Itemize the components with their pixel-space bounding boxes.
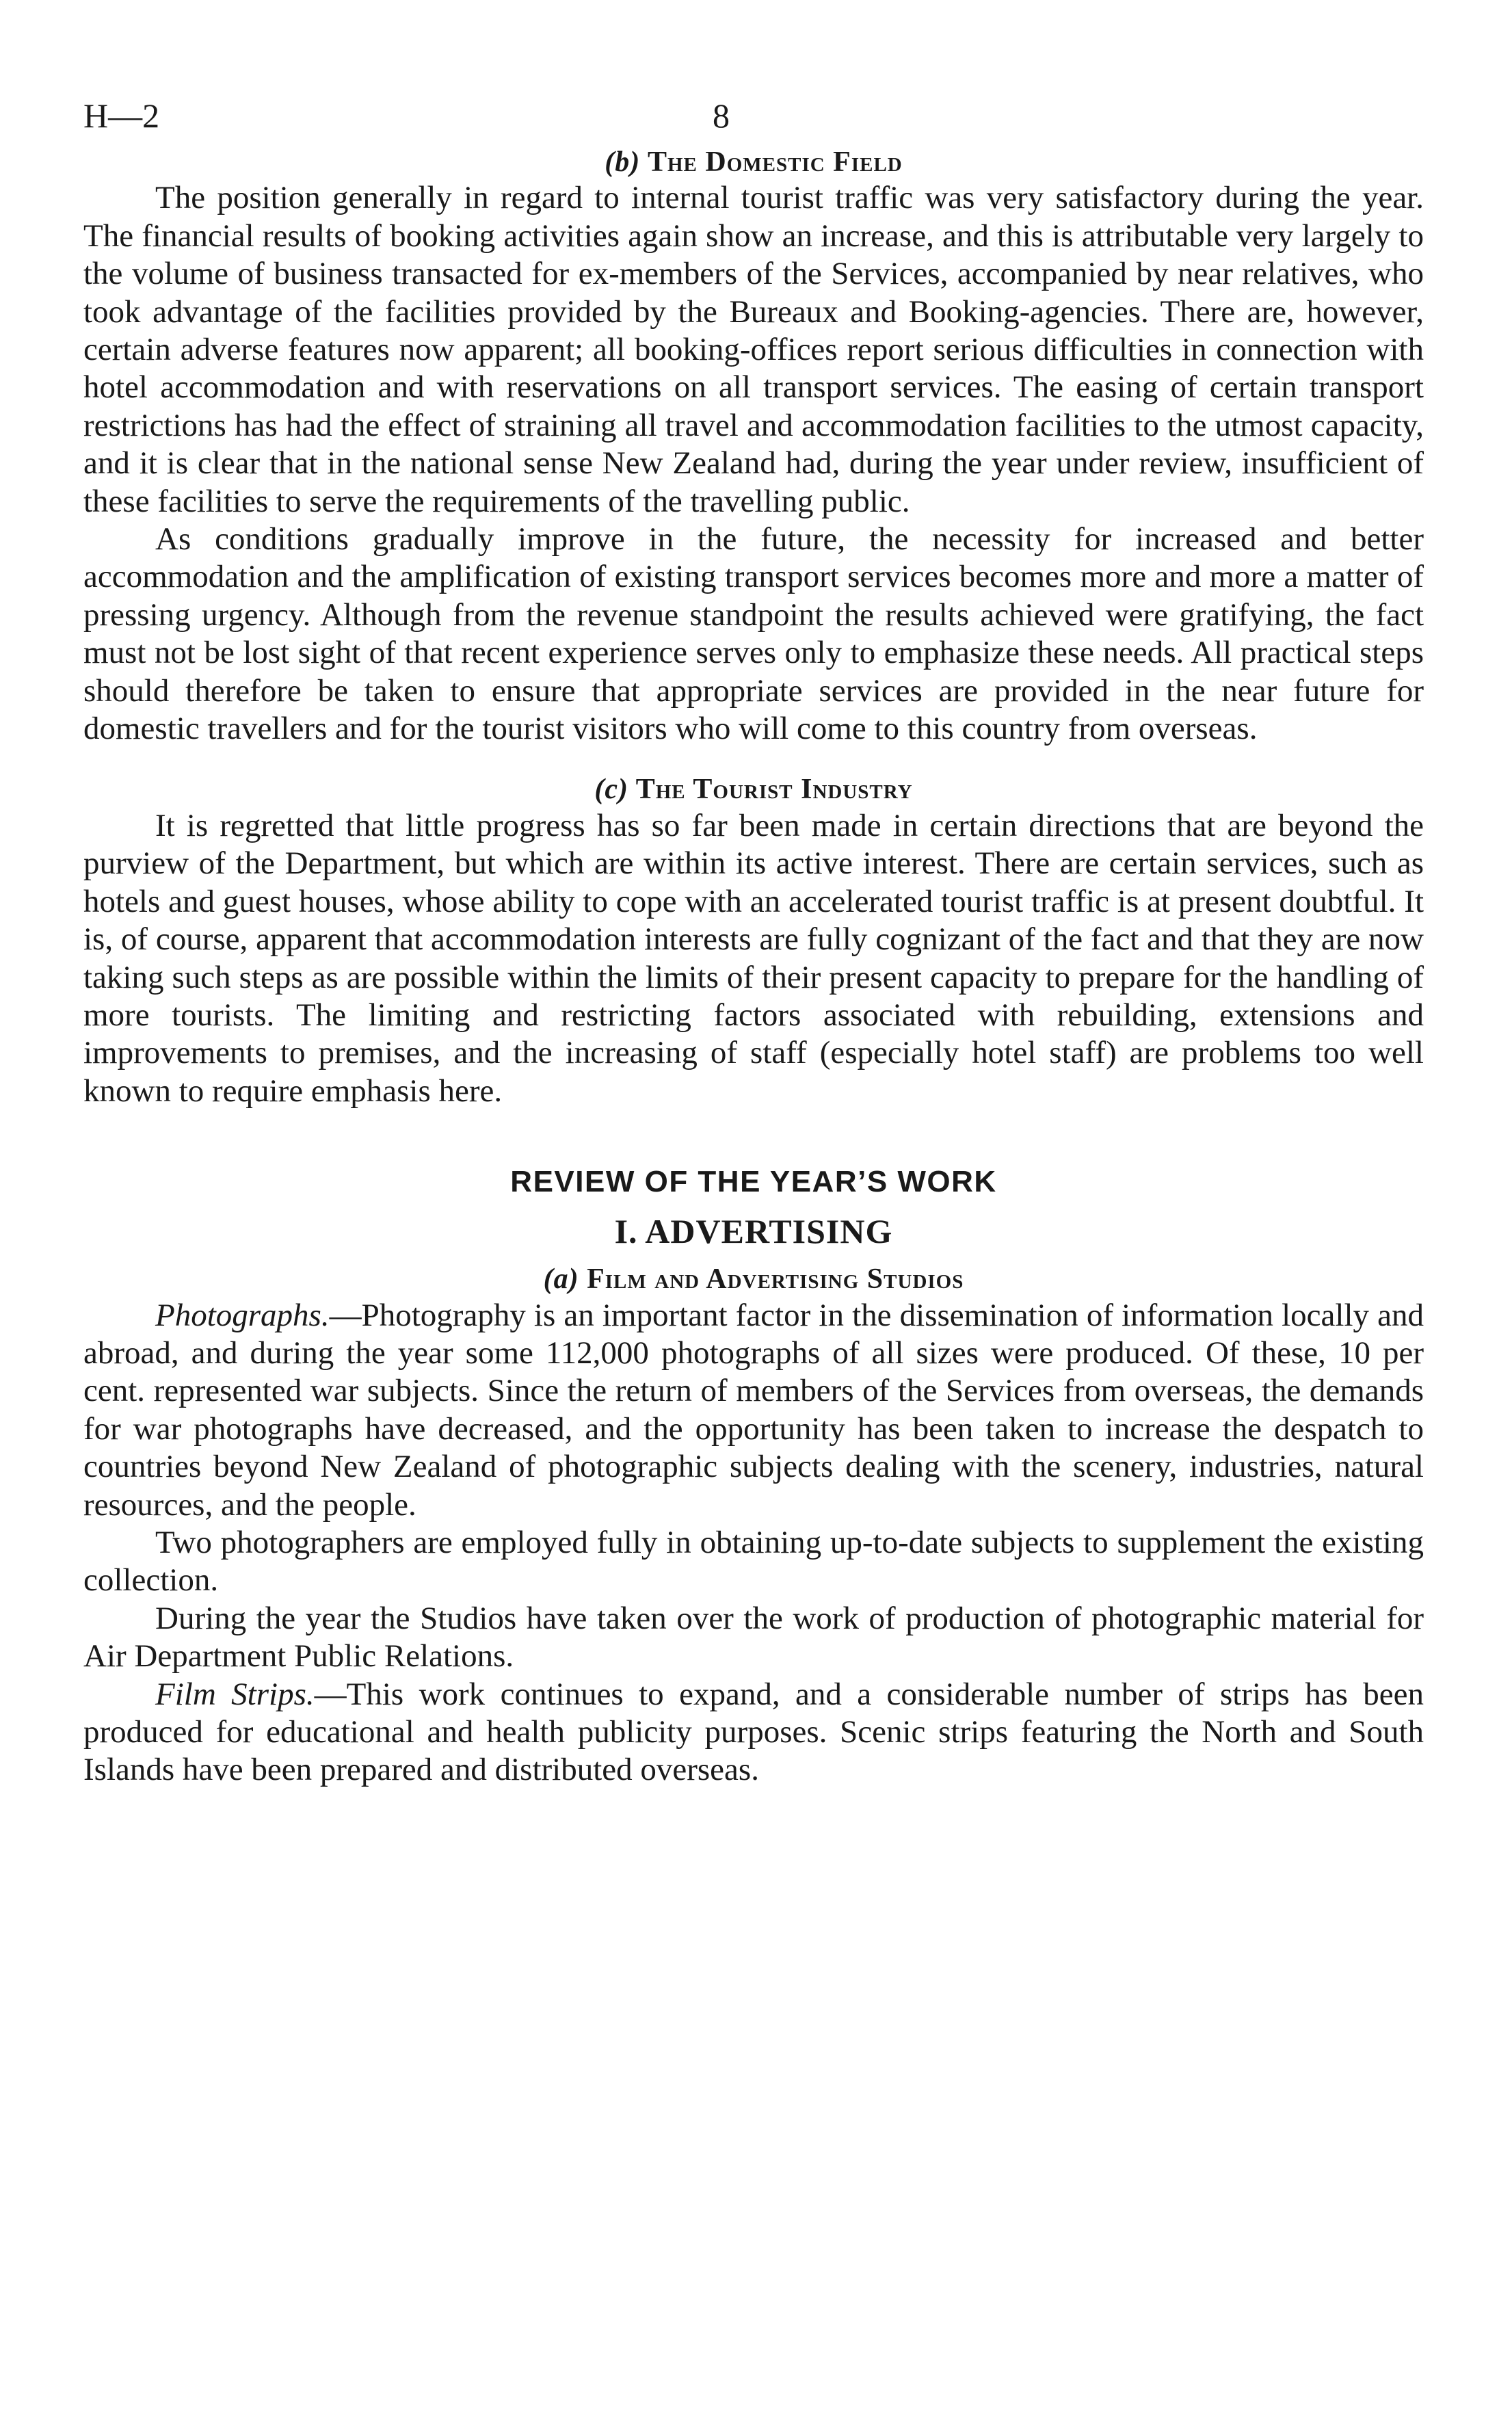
- subsection-tag: (a): [543, 1263, 579, 1296]
- paragraph: It is regretted that little progress has so far been made in certain directions that are beyond the purview of the Department, but which are within its active interest. There are certain services, such as hotels and guest houses, whose ability to cope with an accelerated tourist traffic is at present doubtful. It is, of course, apparent that accommodation interests are fully cognizant of the fact and that they are now taking such steps as are possible within the limits of their present capacity to prepare for the handling of more tourists. The limiting and restricting factors associated with rebuilding, extensions and improvements to premises, and the increasing of staff (especially hotel staff) are problems too well known to require emphasis here.: [83, 807, 1424, 1109]
- paragraph-text: Two photographers are employed fully in obtaining up-to-date subjects to supplement the existing collection.: [83, 1524, 1424, 1599]
- paragraph-text: —Photography is an important factor in the dissemination of information locally and abroad, and during the year some 112,000 photographs of all sizes were produced. Of these, 10 per cent. represented war subjects. Since the return of members of the Services from overseas, the demands for war photographs have decreased, and the opportunity has been taken to increase the despatch to countries beyond New Zealand of photographic subjects dealing with the scenery, industries, natural resources, and the people.: [83, 1297, 1424, 1523]
- subsection-heading-studios: [83, 1262, 1424, 1296]
- paragraph-lead: Photographs.: [155, 1297, 330, 1333]
- section-title: The Domestic Field: [647, 146, 903, 178]
- page-number: 8: [713, 96, 730, 135]
- review-heading: REVIEW OF THE YEAR’S WORK: [510, 1165, 997, 1199]
- paragraph-text: —This work continues to expand, and a considerable number of strips has been produced for educational and health publicity purposes. Scenic strips featuring the North and South Islands have been prepared and distributed overseas.: [83, 1676, 1424, 1788]
- paragraph: As conditions gradually improve in the future, the necessity for increased and better accommodation and the amplification of existing transport services becomes more and more a matter of pressing urgency. Although from the revenue standpoint the results achieved were gratifying, the fact must not be lost sight of that recent experience serves only to emphasize these needs. All practical steps should therefore be taken to ensure that appropriate services are provided in the near future for domestic travellers and for the tourist visitors who will come to this country from overseas.: [83, 521, 1424, 747]
- part-heading: I. ADVERTISING: [614, 1212, 893, 1251]
- paragraph-text: During the year the Studios have taken over the work of production of photographic material for Air Department Public Relations.: [83, 1600, 1424, 1674]
- section-tourist-industry: [83, 772, 1424, 1110]
- section-heading-tourist-industry: [83, 772, 1424, 806]
- section-heading-domestic-field: [83, 145, 1424, 179]
- section-review: [83, 1165, 1424, 1789]
- paragraph: [83, 1600, 1424, 1676]
- section-domestic-field: [83, 145, 1424, 748]
- document-page: [83, 89, 1424, 1789]
- section-tag: (b): [605, 146, 641, 178]
- paragraph: [83, 1524, 1424, 1600]
- page-header: [83, 89, 1424, 144]
- paragraph: The position generally in regard to internal tourist traffic was very satisfactory during the year. The financial results of booking activities again show an increase, and this is attributable very largely to the volume of business transacted for ex-members of the Services, accompanied by near relatives, who took advantage of the facilities provided by the Bureaux and Booking-agencies. There are, however, certain adverse features now apparent; all booking-offices report serious difficulties in connection with hotel accommodation and with reservations on all transport services. The easing of certain transport restrictions has had the effect of straining all travel and accommodation facilities to the utmost capacity, and it is clear that in the national sense New Zealand had, during the year under review, insufficient of these facilities to serve the requirements of the travelling public.: [83, 180, 1424, 519]
- paragraph-lead: Film Strips.: [155, 1676, 315, 1712]
- paragraph-photographs: [83, 1297, 1424, 1524]
- paragraph-film-strips: [83, 1676, 1424, 1789]
- document-code: H—2: [83, 96, 160, 135]
- subsection-title: Film and Advertising Studios: [587, 1263, 964, 1296]
- section-tag: (c): [594, 774, 628, 806]
- section-title: The Tourist Industry: [635, 774, 913, 806]
